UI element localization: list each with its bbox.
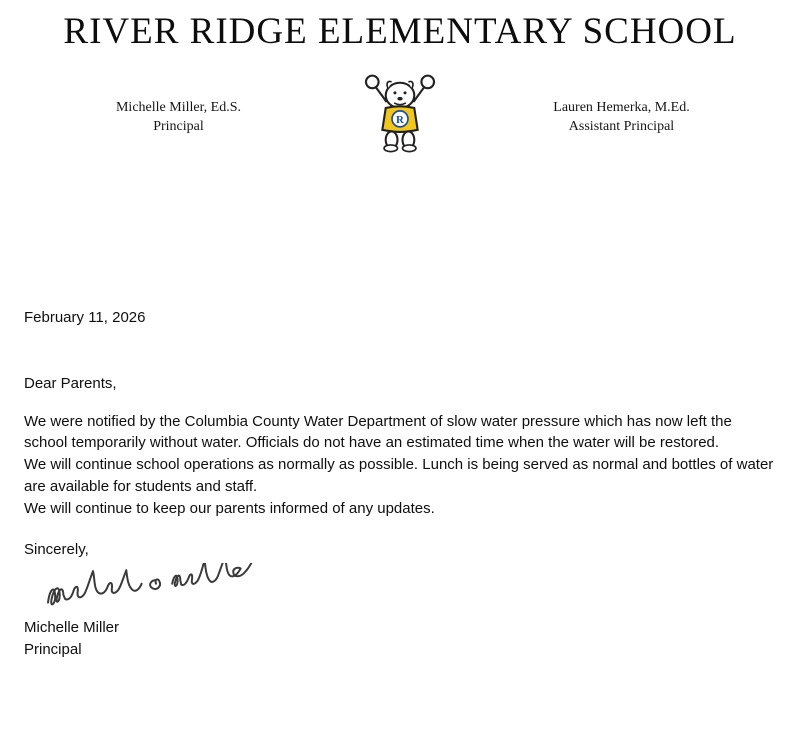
salutation: Dear Parents, bbox=[24, 374, 117, 392]
assistant-principal-name: Lauren Hemerka, M.Ed. bbox=[553, 100, 690, 115]
handwritten-signature bbox=[24, 563, 776, 617]
assistant-principal-title: Assistant Principal bbox=[568, 118, 675, 134]
paragraph-2: We will continue school operations as normally as possible. Lunch is being served as normal and bottles of water are available for students and staff. bbox=[24, 456, 774, 495]
letterhead-row bbox=[0, 71, 800, 155]
bulldog-mascot-icon bbox=[358, 71, 442, 155]
school-mascot-logo bbox=[357, 71, 443, 155]
signer-name: Michelle Miller bbox=[24, 619, 120, 636]
mascot-letter: R bbox=[396, 114, 404, 127]
paragraph-1: We were notified by the Columbia County Water Department of slow water pressure which has now left the school temporarily without water. Officials do not have an estimated time when the water will be restored. bbox=[24, 412, 732, 452]
letter-date: February 11, 2026 bbox=[24, 309, 146, 326]
assistant-principal-block bbox=[443, 71, 800, 137]
paragraph-3: We will continue to keep our parents informed of any updates. bbox=[24, 499, 435, 517]
school-name-heading: RIVER RIDGE ELEMENTARY SCHOOL bbox=[63, 11, 737, 52]
signer-title: Principal bbox=[24, 640, 82, 658]
principal-name: Michelle Miller, Ed.S. bbox=[115, 100, 242, 115]
signature-icon bbox=[24, 563, 324, 617]
principal-block bbox=[0, 71, 357, 137]
letter-body bbox=[24, 307, 776, 661]
principal-title: Principal bbox=[153, 118, 204, 134]
closing: Sincerely, bbox=[24, 541, 89, 559]
